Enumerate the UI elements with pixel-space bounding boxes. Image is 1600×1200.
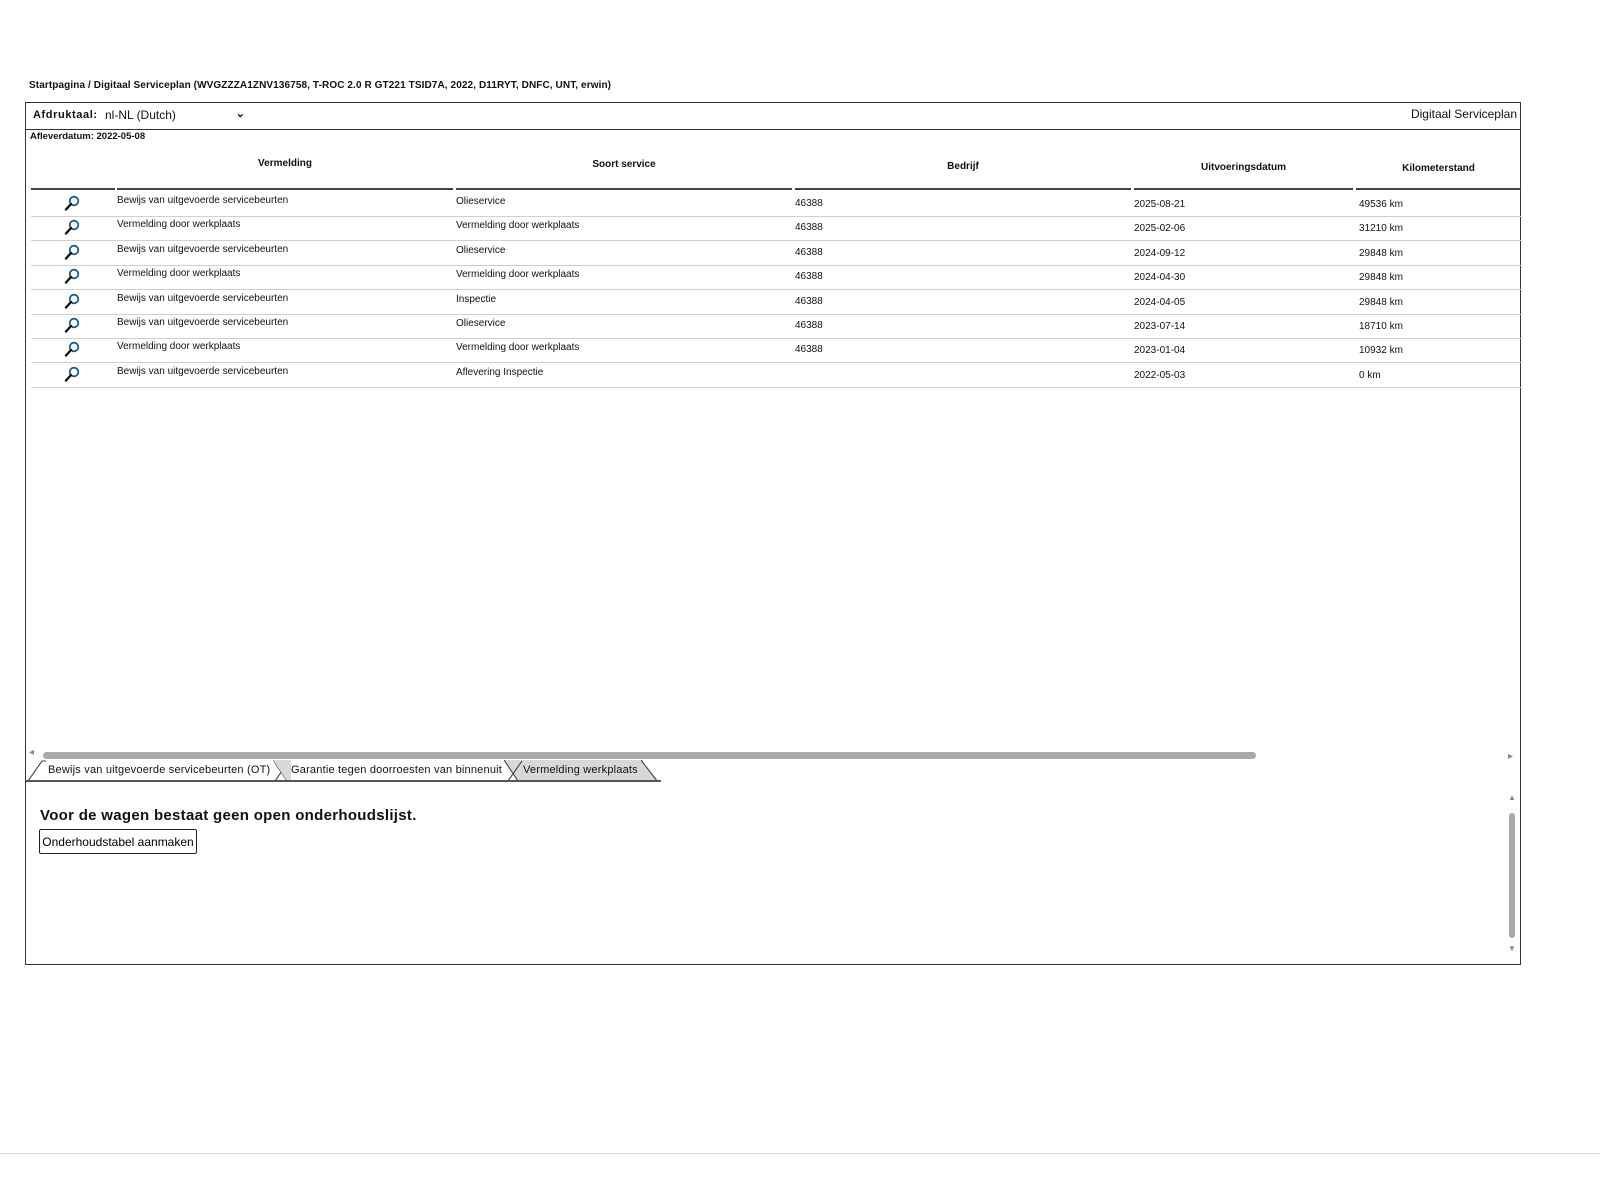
magnifier-icon[interactable] [64, 244, 80, 260]
cell-kilometerstand: 49536 km [1359, 199, 1403, 210]
cell-soort-service: Vermelding door werkplaats [456, 342, 580, 354]
magnifier-icon[interactable] [64, 195, 80, 211]
cell-vermelding: Bewijs van uitgevoerde servicebeurten [117, 317, 289, 328]
column-icon [31, 150, 115, 190]
toolbar [26, 103, 1520, 130]
tab-bar [26, 760, 666, 782]
tab-edge [504, 760, 524, 781]
cell-bedrijf: 46388 [795, 320, 823, 331]
magnifier-icon[interactable] [64, 268, 80, 284]
cell-soort-service: Vermelding door werkplaats [456, 269, 580, 281]
magnifier-icon[interactable] [64, 341, 80, 357]
column-header-soort-service[interactable]: Soort service [456, 150, 792, 190]
breadcrumb[interactable]: Startpagina / Digitaal Serviceplan (WVGZZZA1ZNV136758, T-ROC 2.0 R GT221 TSID7A, 2022, D11RYT, DNFC, UNT, erwin) [29, 80, 612, 91]
cell-soort-service: Olieservice [456, 318, 506, 329]
print-language-value: nl-NL (Dutch) [105, 108, 176, 122]
cell-vermelding: Vermelding door werkplaats [117, 268, 241, 280]
cell-bedrijf: 46388 [795, 246, 823, 258]
cell-bedrijf: 46388 [795, 222, 823, 234]
no-maintenance-list-message: Voor de wagen bestaat geen open onderhoudslijst. [40, 807, 417, 824]
column-header-uitvoeringsdatum[interactable]: Uitvoeringsdatum [1134, 150, 1353, 190]
scroll-left-icon[interactable]: ◂ [29, 747, 35, 758]
page-divider [0, 1153, 1600, 1154]
tab-edge [273, 760, 293, 781]
cell-uitvoeringsdatum: 2024-09-12 [1134, 247, 1186, 259]
cell-soort-service: Inspectie [456, 293, 497, 305]
cell-vermelding: Bewijs van uitgevoerde servicebeurten [117, 243, 289, 255]
cell-vermelding: Vermelding door werkplaats [117, 219, 241, 231]
vertical-scroll-thumb[interactable] [1509, 813, 1515, 938]
column-header-kilometerstand[interactable]: Kilometerstand [1356, 150, 1521, 190]
magnifier-icon[interactable] [64, 293, 80, 309]
tab-edge [28, 760, 46, 781]
table-row[interactable] [31, 191, 1521, 217]
cell-soort-service: Vermelding door werkplaats [456, 220, 580, 232]
app-title: Digitaal Serviceplan [1410, 107, 1517, 121]
column-header-vermelding[interactable]: Vermelding [117, 150, 453, 190]
magnifier-icon[interactable] [64, 317, 80, 333]
tab-servicebeurten[interactable]: Bewijs van uitgevoerde servicebeurten (OT) [48, 764, 271, 776]
table-row[interactable] [31, 289, 1521, 315]
cell-uitvoeringsdatum: 2024-04-05 [1134, 296, 1186, 308]
cell-uitvoeringsdatum: 2025-08-21 [1134, 199, 1186, 210]
table-row[interactable] [31, 215, 1521, 241]
cell-bedrijf: 46388 [795, 198, 823, 209]
scroll-down-icon[interactable]: ▼ [1508, 944, 1516, 953]
scroll-up-icon[interactable]: ▲ [1508, 793, 1516, 802]
column-header-bedrijf[interactable]: Bedrijf [795, 150, 1131, 190]
cell-vermelding: Bewijs van uitgevoerde servicebeurten [117, 365, 289, 377]
print-language-select[interactable] [103, 106, 249, 126]
cell-soort-service: Olieservice [456, 244, 506, 256]
cell-soort-service: Aflevering Inspectie [456, 366, 544, 378]
table-row[interactable] [31, 362, 1521, 388]
cell-bedrijf: 46388 [795, 295, 823, 307]
chevron-down-icon: ⌄ [235, 108, 245, 120]
tab-baseline [26, 780, 661, 782]
table-row[interactable] [31, 337, 1521, 363]
cell-vermelding: Bewijs van uitgevoerde servicebeurten [117, 292, 289, 304]
tab-garantie-doorroesten[interactable]: Garantie tegen doorroesten van binnenuit [291, 760, 506, 780]
cell-soort-service: Olieservice [456, 196, 506, 207]
cell-kilometerstand: 18710 km [1359, 321, 1403, 332]
tab-vermelding-werkplaats[interactable]: Vermelding werkplaats [523, 760, 643, 780]
scroll-right-icon[interactable]: ▸ [1507, 751, 1513, 762]
cell-kilometerstand: 29848 km [1359, 296, 1403, 308]
delivery-date: Afleverdatum: 2022-05-08 [30, 131, 146, 142]
vertical-scrollbar[interactable] [1506, 793, 1518, 953]
cell-bedrijf: 46388 [795, 271, 823, 283]
service-plan-panel [25, 102, 1521, 965]
print-language-label: Afdruktaal: [33, 109, 98, 121]
cell-vermelding: Vermelding door werkplaats [117, 341, 241, 353]
cell-uitvoeringsdatum: 2023-07-14 [1134, 321, 1186, 332]
cell-vermelding: Bewijs van uitgevoerde servicebeurten [117, 195, 289, 206]
cell-kilometerstand: 10932 km [1359, 345, 1403, 357]
table-row[interactable] [31, 240, 1521, 266]
cell-kilometerstand: 31210 km [1359, 223, 1403, 235]
cell-bedrijf: 46388 [795, 344, 823, 356]
tab-edge [641, 760, 659, 781]
cell-kilometerstand: 29848 km [1359, 272, 1403, 284]
table-row[interactable] [31, 264, 1521, 290]
magnifier-icon[interactable] [64, 366, 80, 382]
table-row[interactable] [31, 313, 1521, 339]
cell-uitvoeringsdatum: 2025-02-06 [1134, 223, 1186, 235]
maintenance-panel [26, 793, 1520, 963]
cell-kilometerstand: 29848 km [1359, 247, 1403, 259]
magnifier-icon[interactable] [64, 219, 80, 235]
cell-uitvoeringsdatum: 2023-01-04 [1134, 345, 1186, 357]
cell-uitvoeringsdatum: 2024-04-30 [1134, 272, 1186, 284]
create-maintenance-table-button[interactable]: Onderhoudstabel aanmaken [39, 829, 197, 854]
horizontal-scroll-thumb[interactable] [43, 752, 1256, 759]
cell-uitvoeringsdatum: 2022-05-03 [1134, 369, 1186, 381]
cell-kilometerstand: 0 km [1359, 369, 1381, 381]
table-header [31, 150, 1521, 190]
